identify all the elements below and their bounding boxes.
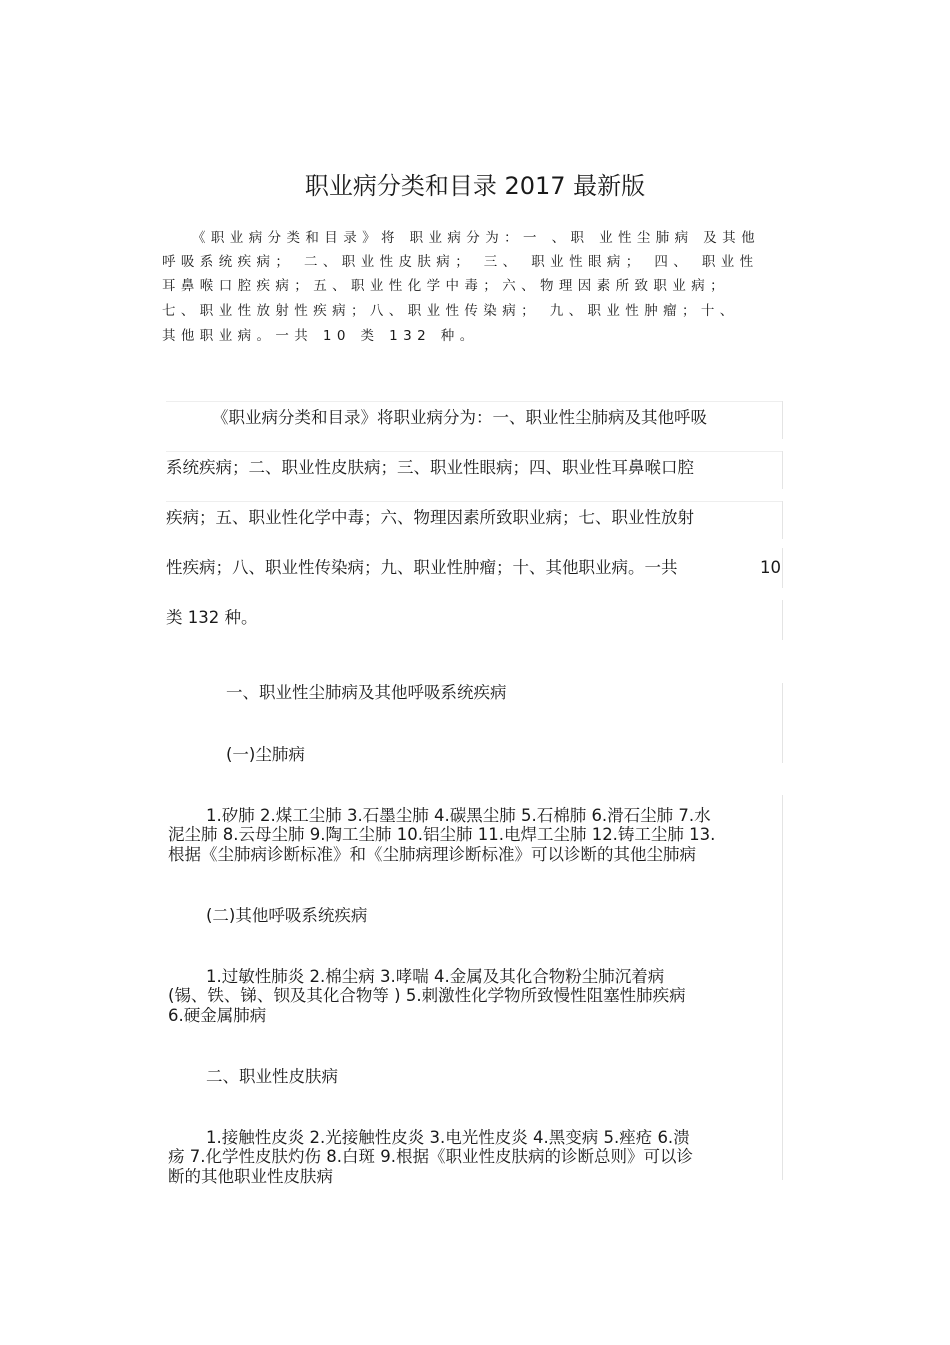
list-line: 1.接触性皮炎 2.光接触性皮炎 3.电光性皮炎 4.黑变病 5.痤疮 6.溃 (206, 1128, 690, 1147)
box-border-line (782, 600, 783, 640)
list-line: 泥尘肺 8.云母尘肺 9.陶工尘肺 10.铝尘肺 11.电焊工尘肺 12.铸工尘肺 13. (168, 825, 716, 844)
box-line: 《职业病分类和目录》将职业病分为：一、职业性尘肺病及其他呼吸 (212, 408, 707, 427)
box-border-line (782, 548, 783, 588)
box-border-line (166, 501, 782, 502)
section-heading-occupational-pneumoconiosis: 一、职业性尘肺病及其他呼吸系统疾病 (226, 683, 507, 702)
subsection-heading-other-respiratory: (二)其他呼吸系统疾病 (206, 906, 368, 925)
box-line-count: 10 (760, 558, 781, 577)
box-border-line (166, 451, 782, 452)
box-border-line (782, 501, 783, 539)
list-line: 断的其他职业性皮肤病 (168, 1167, 333, 1186)
list-line: 1.过敏性肺炎 2.棉尘病 3.哮喘 4.金属及其化合物粉尘肺沉着病 (206, 967, 665, 986)
intro-line: 呼吸系统疾病； 二、职业性皮肤病； 三、 职业性眼病； 四、 职业性 (162, 254, 759, 270)
box-line: 类 132 种。 (166, 608, 258, 627)
intro-line: 七、职业性放射性疾病；八、职业性传染病； 九、职业性肿瘤；十、 (162, 303, 739, 319)
box-line: 疾病；五、职业性化学中毒；六、物理因素所致职业病；七、职业性放射 (166, 508, 694, 527)
subsection-heading-pneumoconiosis: (一)尘肺病 (226, 745, 305, 764)
intro-line: 《职业病分类和目录》将 职业病分为：一 、职 业性尘肺病 及其他 (192, 230, 760, 246)
list-line: 疡 7.化学性皮肤灼伤 8.白斑 9.根据《职业性皮肤病的诊断总则》可以诊 (168, 1147, 693, 1166)
list-line: 6.硬金属肺病 (168, 1006, 267, 1025)
box-border-line (782, 401, 783, 439)
box-line: 系统疾病；二、职业性皮肤病；三、职业性眼病；四、职业性耳鼻喉口腔 (166, 458, 694, 477)
box-line: 性疾病；八、职业性传染病；九、职业性肿瘤；十、其他职业病。一共 (166, 558, 678, 577)
box-border-line (782, 451, 783, 489)
section-heading-skin-diseases: 二、职业性皮肤病 (206, 1067, 338, 1086)
list-line: (锡、铁、锑、钡及其化合物等 ) 5.刺激性化学物所致慢性阻塞性肺疾病 (168, 986, 686, 1005)
list-line: 根据《尘肺病诊断标准》和《尘肺病理诊断标准》可以诊断的其他尘肺病 (168, 845, 696, 864)
list-line: 1.矽肺 2.煤工尘肺 3.石墨尘肺 4.碳黑尘肺 5.石棉肺 6.滑石尘肺 7.水 (206, 806, 711, 825)
box-border-line (166, 401, 782, 402)
intro-line: 耳鼻喉口腔疾病；五、职业性化学中毒；六、物理因素所致职业病； (162, 278, 729, 294)
page-title: 职业病分类和目录 2017 最新版 (304, 172, 646, 200)
section-border-line (782, 795, 783, 1180)
section-border-line (782, 683, 783, 763)
intro-line: 其他职业病。一共 10 类 132 种。 (162, 328, 479, 344)
